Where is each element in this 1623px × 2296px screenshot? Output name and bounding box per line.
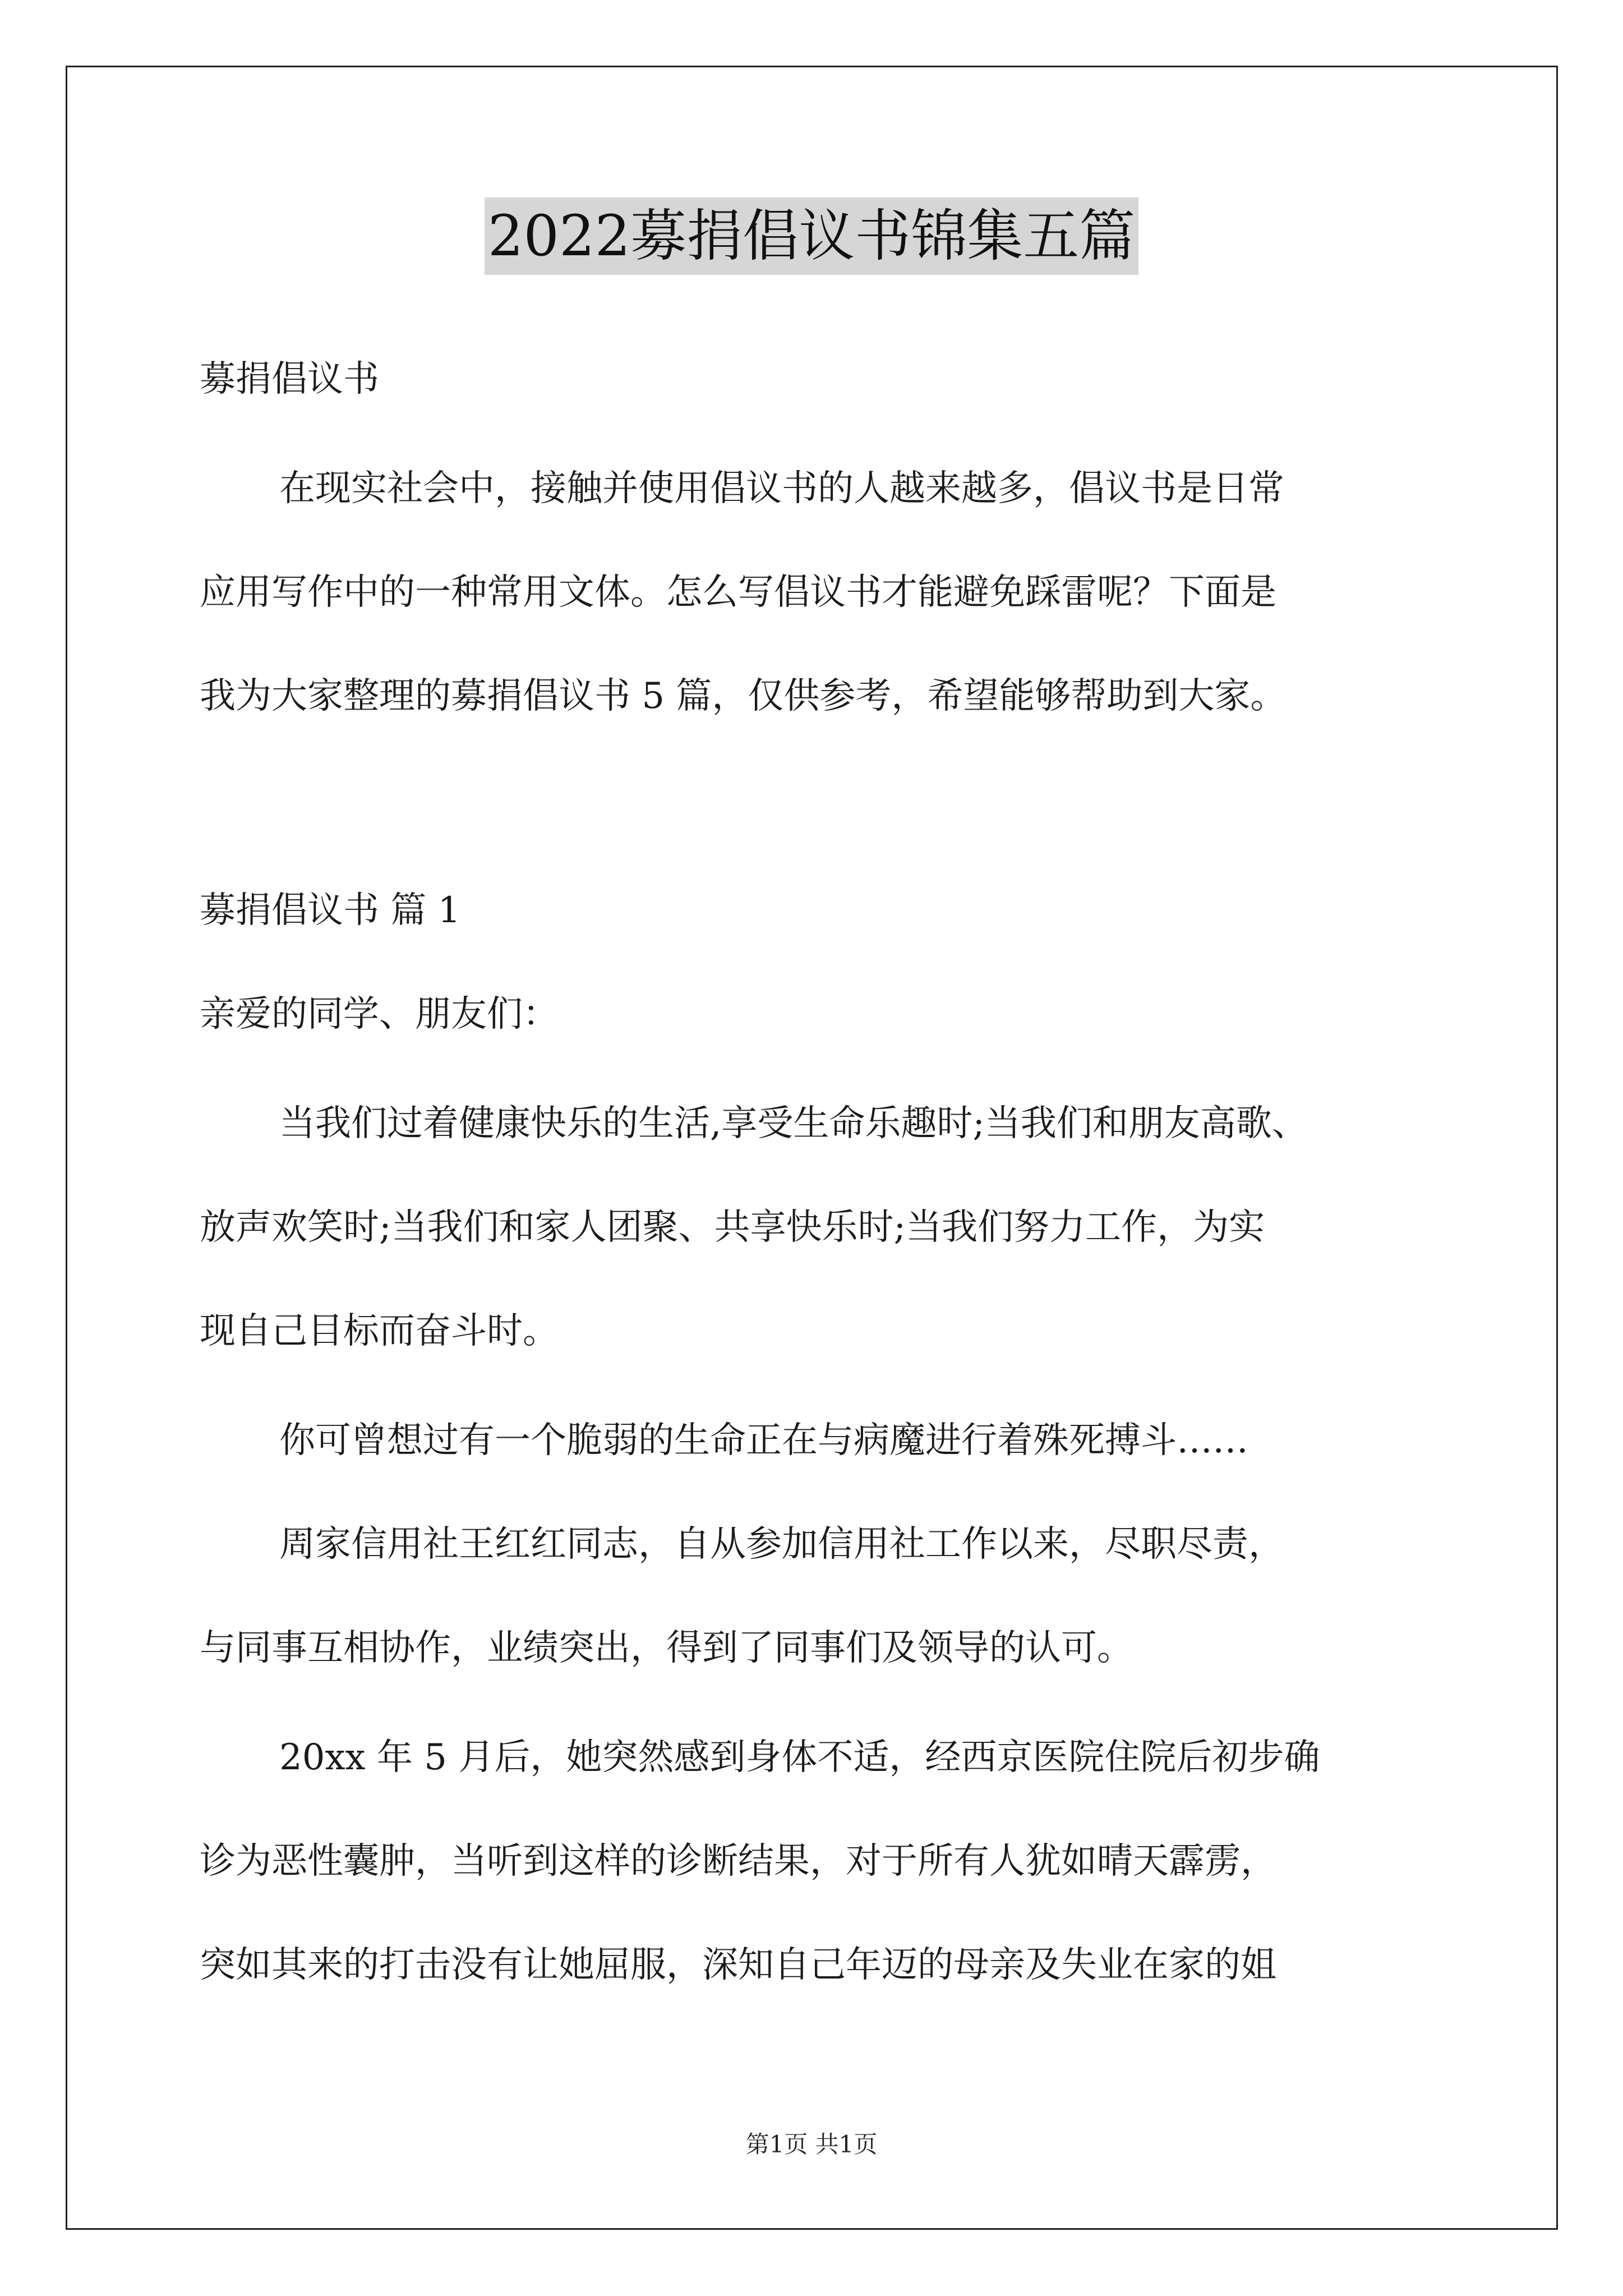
body-line: 与同事互相协作，业绩突出，得到了同事们及领导的认可。 — [200, 1627, 1133, 1669]
body-line: 当我们过着健康快乐的生活,享受生命乐趣时;当我们和朋友高歌、 — [279, 1103, 1308, 1144]
body-line: 诊为恶性囊肿，当听到这样的诊断结果，对于所有人犹如晴天霹雳， — [200, 1841, 1276, 1882]
article-heading: 募捐倡议书 篇 1 — [200, 890, 461, 931]
section-heading: 募捐倡议书 — [200, 358, 379, 400]
body-line: 周家信用社王红红同志，自从参加信用社工作以来，尽职尽责， — [279, 1524, 1284, 1565]
body-line: 突如其来的打击没有让她屈服，深知自己年迈的母亲及失业在家的姐 — [200, 1944, 1276, 1986]
title-container — [0, 197, 1623, 275]
body-line: 现自己目标而奋斗时。 — [200, 1310, 559, 1352]
salutation: 亲爱的同学、朋友们： — [200, 993, 559, 1035]
document-title: 2022募捐倡议书锦集五篇 — [485, 197, 1139, 275]
intro-paragraph-line-3: 我为大家整理的募捐倡议书 5 篇，仅供参考，希望能够帮助到大家。 — [200, 675, 1287, 717]
body-line: 20xx 年 5 月后，她突然感到身体不适，经西京医院住院后初步确 — [279, 1737, 1320, 1778]
intro-paragraph-line-2: 应用写作中的一种常用文体。怎么写倡议书才能避免踩雷呢？下面是 — [200, 572, 1276, 613]
body-line: 你可曾想过有一个脆弱的生命正在与病魔进行着殊死搏斗…… — [279, 1420, 1248, 1461]
intro-paragraph-line-1: 在现实社会中，接触并使用倡议书的人越来越多，倡议书是日常 — [279, 468, 1284, 509]
body-line: 放声欢笑时;当我们和家人团聚、共享快乐时;当我们努力工作，为实 — [200, 1207, 1265, 1248]
page-footer: 第1页 共1页 — [745, 2131, 878, 2158]
